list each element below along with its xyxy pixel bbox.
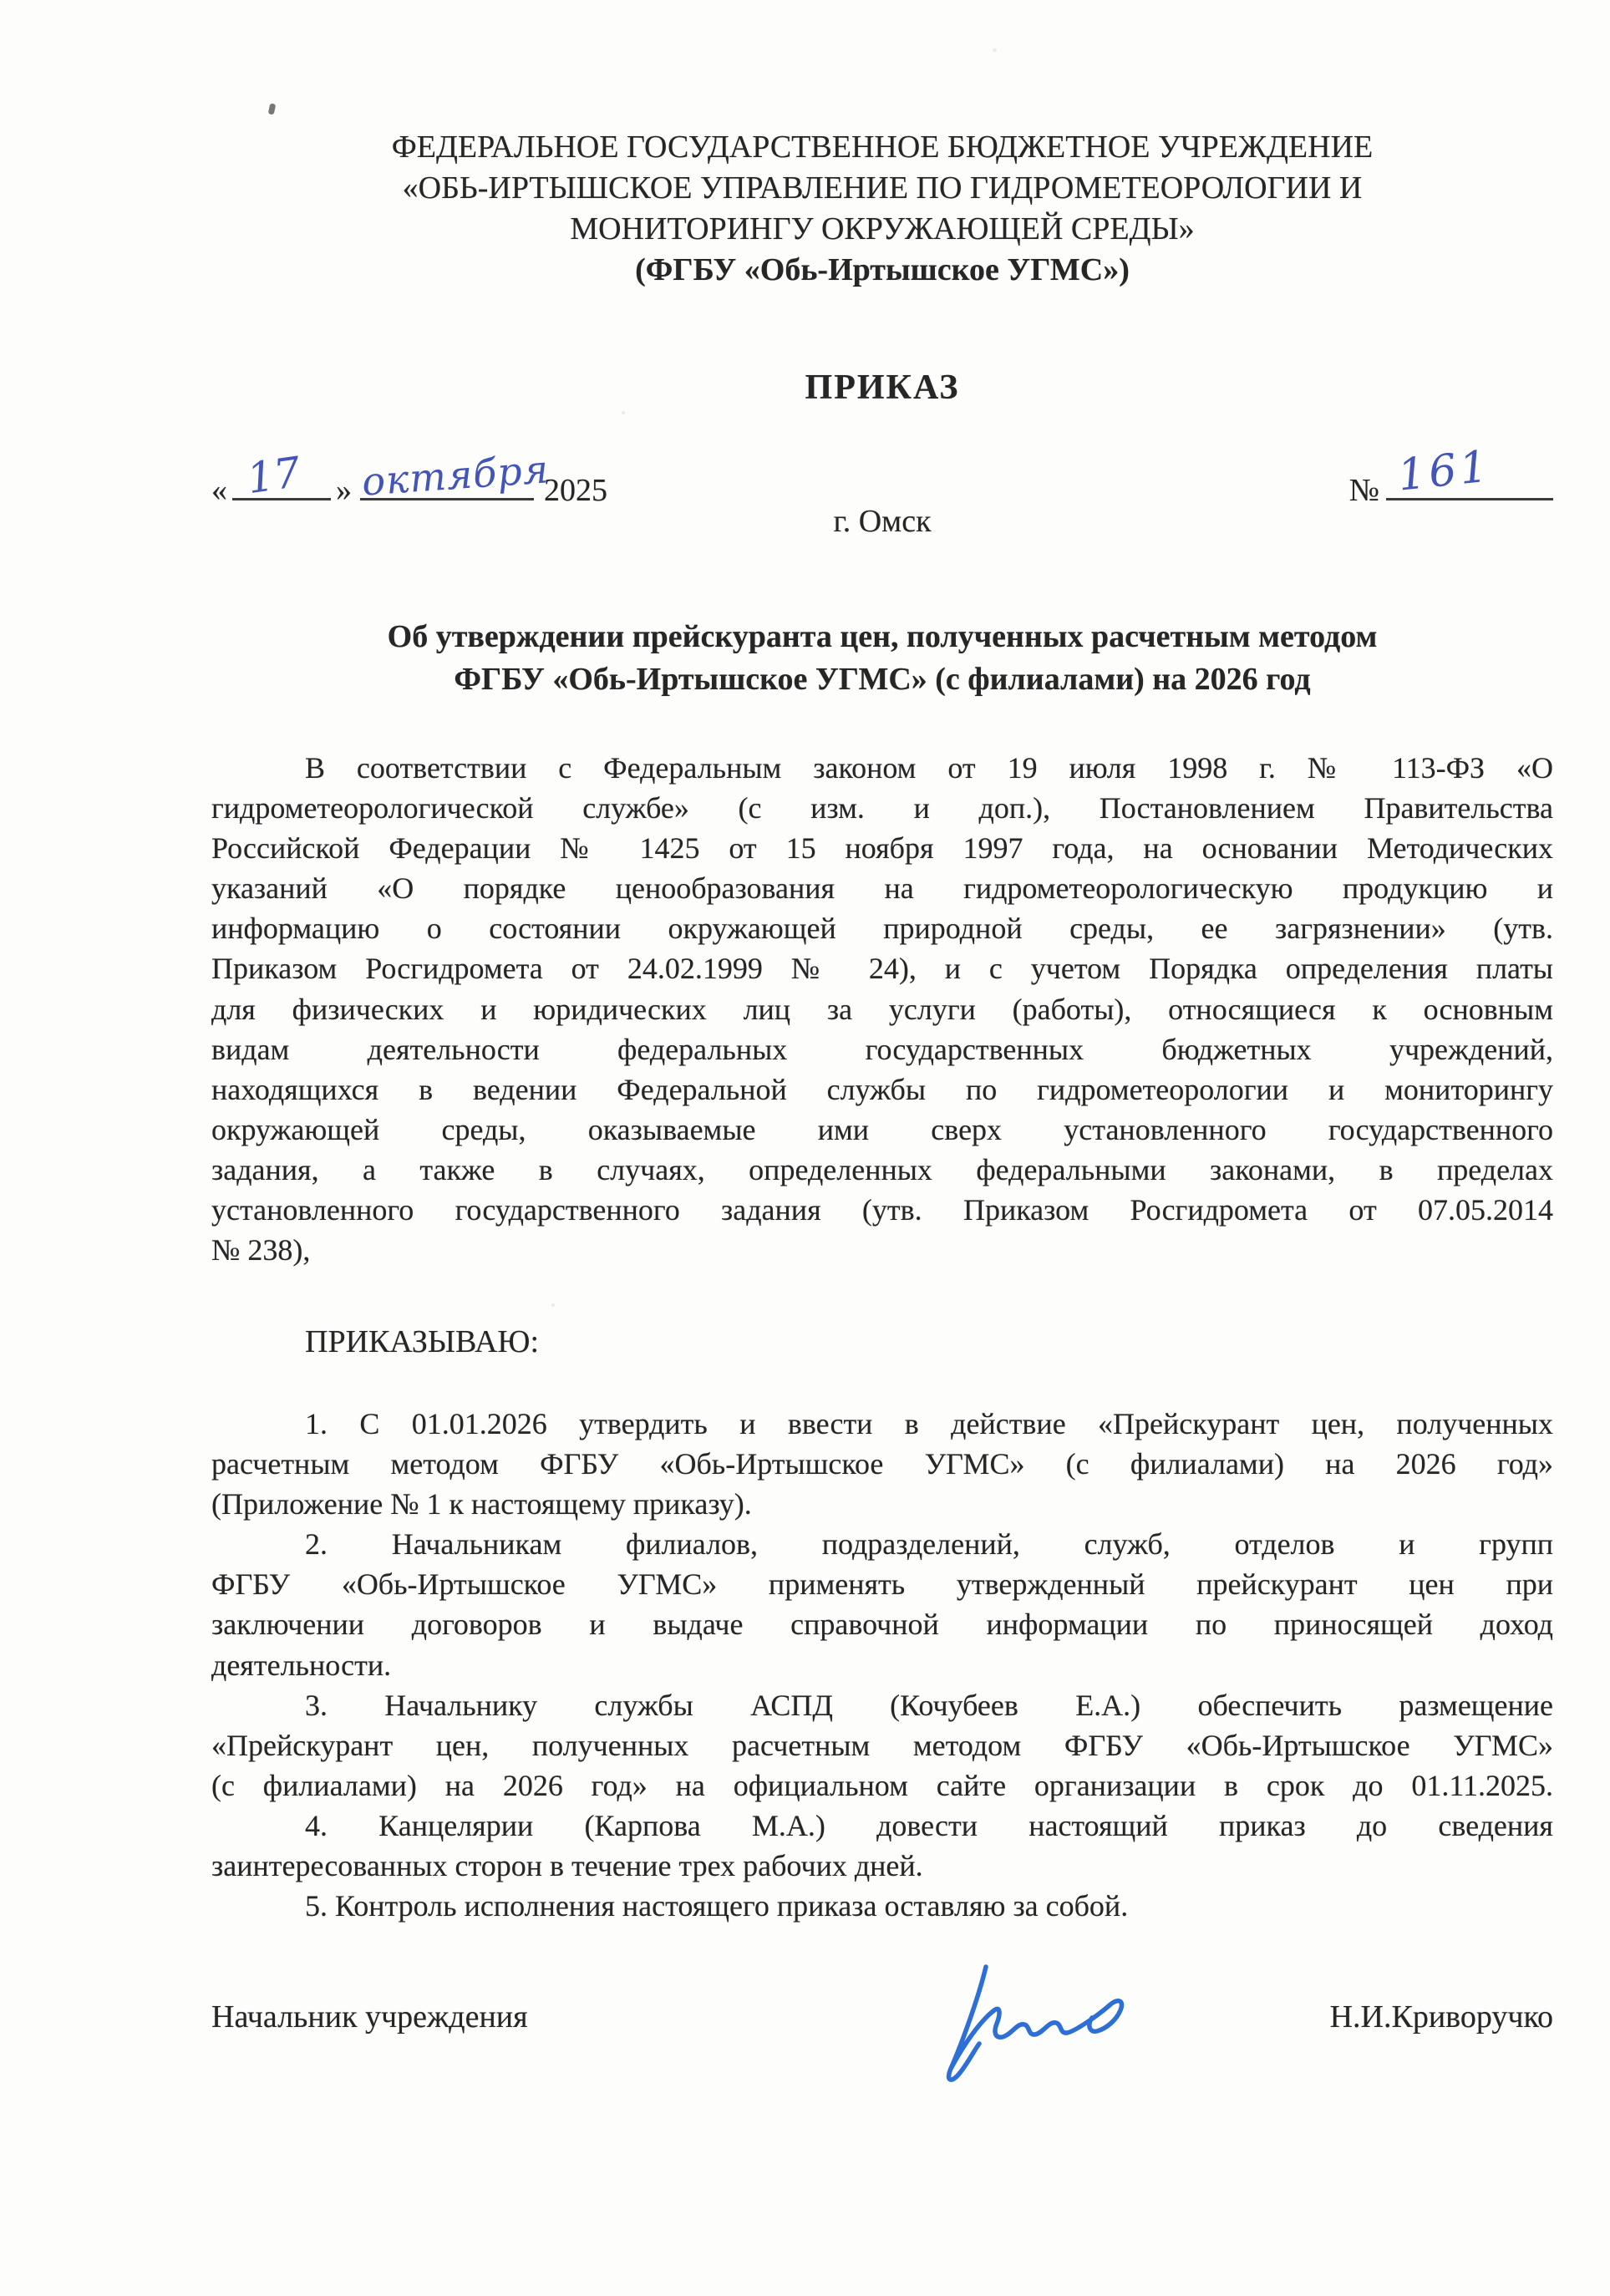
scan-speck: [551, 1303, 555, 1307]
text-line: Приказом Росгидромета от 24.02.1999 № 24), и с учетом Порядка определения платы: [211, 952, 1553, 986]
text-line: установленного государственного задания (утв. Приказом Росгидромета от 07.05.2014: [211, 1193, 1553, 1227]
text-line: 1. С 01.01.2026 утвердить и ввести в действие «Прейскурант цен, полученных: [305, 1407, 1553, 1440]
text-line: «Прейскурант цен, полученных расчетным методом ФГБУ «Обь-Иртышское УГМС»: [211, 1728, 1553, 1762]
text-line: деятельности.: [211, 1648, 392, 1682]
text-line: гидрометеорологической службе» (с изм. и доп.), Постановлением Правительства: [211, 791, 1553, 825]
org-name-line: «ОБЬ-ИРТЫШСКОЕ УПРАВЛЕНИЕ ПО ГИДРОМЕТЕОРОЛОГИИ И: [402, 170, 1363, 206]
order-title-line: Об утверждении прейскуранта цен, полученных расчетным методом: [387, 619, 1378, 654]
document-type-heading: ПРИКАЗ: [805, 368, 960, 407]
text-line: № 238),: [211, 1233, 311, 1267]
text-line: (Приложение № 1 к настоящему приказу).: [211, 1487, 752, 1521]
order-title: [211, 616, 1553, 701]
order-title-line: ФГБУ «Обь-Иртышское УГМС» (с филиалами) на 2026 год: [454, 662, 1311, 697]
scan-speck: [622, 411, 625, 414]
resolution-heading: ПРИКАЗЫВАЮ:: [305, 1324, 540, 1359]
number-label: №: [1348, 473, 1379, 508]
text-line: находящихся в ведении Федеральной службы по гидрометеорологии и мониторингу: [211, 1072, 1553, 1106]
org-header: [211, 127, 1553, 291]
handwritten-day: 17: [244, 447, 304, 504]
text-line: для физических и юридических лиц за услуги (работы), относящиеся к основным: [211, 992, 1553, 1026]
year-text: 2025: [544, 473, 607, 508]
open-quote: «: [211, 473, 227, 508]
text-line: 2. Начальникам филиалов, подразделений, служб, отделов и групп: [305, 1527, 1553, 1562]
text-line: заключении договоров и выдаче справочной информации по приносящей доход: [211, 1608, 1553, 1642]
text-line: окружающей среды, оказываемые ими сверх установленного государственного: [211, 1112, 1553, 1146]
order-item-1: [211, 1404, 1553, 1524]
org-name-line: ФЕДЕРАЛЬНОЕ ГОСУДАРСТВЕННОЕ БЮДЖЕТНОЕ УЧРЕЖДЕНИЕ: [391, 130, 1374, 165]
city-line: г. Омск: [833, 504, 932, 539]
order-item-5: [211, 1886, 1553, 1926]
month-blank: [360, 446, 551, 505]
org-short-name: (ФГБУ «Обь-Иртышское УГМС»): [635, 252, 1130, 287]
text-line: Российской Федерации № 1425 от 15 ноября 1997 года, на основании Методических: [211, 831, 1553, 866]
text-line: В соответствии с Федеральным законом от 19 июля 1998 г. № 113-ФЗ «О: [305, 751, 1553, 785]
text-line: (с филиалами) на 2026 год» на официальном сайте организации в срок до 01.11.2025.: [211, 1768, 1553, 1802]
order-item-3: [211, 1685, 1553, 1806]
scan-artifact-tick: [268, 103, 277, 114]
preamble-paragraph: [211, 748, 1553, 1270]
day-blank: [232, 447, 331, 504]
text-line: заинтересованных сторон в течение трех рабочих дней.: [211, 1849, 923, 1883]
number-blank: [1386, 441, 1553, 501]
org-name-line: МОНИТОРИНГУ ОКРУЖАЮЩЕЙ СРЕДЫ»: [570, 211, 1195, 246]
order-item-4: [211, 1806, 1553, 1886]
close-quote: »: [336, 473, 352, 508]
signatory-position: Начальник учреждения: [211, 1999, 528, 2034]
text-line: видам деятельности федеральных государственных бюджетных учреждений,: [211, 1032, 1553, 1066]
handwritten-month: октября: [360, 446, 551, 505]
signatory-name: Н.И.Криворучко: [1329, 1999, 1553, 2034]
text-line: ФГБУ «Обь-Иртышское УГМС» применять утвержденный прейскурант цен при: [211, 1567, 1553, 1602]
handwritten-number: 161: [1395, 441, 1494, 501]
order-items: [211, 1404, 1553, 1926]
order-item-2: [211, 1524, 1553, 1684]
text-line: расчетным методом ФГБУ «Обь-Иртышское УГМС» (с филиалами) на 2026 год»: [211, 1447, 1553, 1481]
text-line: 5. Контроль исполнения настоящего приказа оставляю за собой.: [305, 1889, 1129, 1923]
text-line: 4. Канцелярии (Карпова М.А.) довести настоящий приказ до сведения: [305, 1808, 1553, 1842]
text-line: информацию о состоянии окружающей природной среды, ее загрязнении» (утв.: [211, 912, 1553, 946]
text-line: 3. Начальнику службы АСПД (Кочубеев Е.А.) обеспечить размещение: [305, 1688, 1553, 1722]
text-line: задания, а также в случаях, определенных федеральными законами, в пределах: [211, 1152, 1553, 1186]
scan-speck: [993, 48, 997, 52]
text-line: указаний «О порядке ценообразования на гидрометеорологическую продукцию и: [211, 871, 1553, 906]
